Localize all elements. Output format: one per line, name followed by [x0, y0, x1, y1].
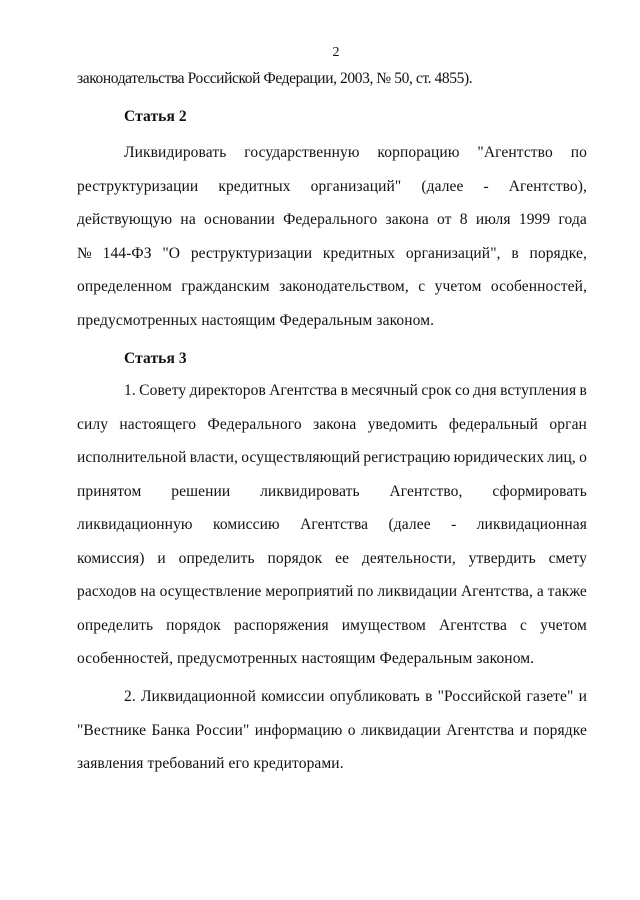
word: определить: [77, 616, 154, 634]
word: корпорацию: [377, 144, 460, 161]
article-3-heading: Статья 3: [124, 350, 187, 367]
word: а: [536, 583, 544, 600]
article-3-para-2: [77, 680, 587, 781]
article-3-p1-line: [77, 441, 587, 475]
word: основании: [204, 211, 275, 228]
word: о: [579, 449, 587, 466]
word: деятельности,: [361, 549, 456, 567]
word: законодательством,: [279, 278, 409, 295]
word: вступления: [500, 382, 577, 399]
word: Агентства: [269, 382, 338, 399]
word: опубликовать: [329, 688, 420, 705]
article-3-p2-line: [77, 714, 587, 748]
word: учетом: [434, 278, 482, 295]
word: имуществом: [341, 616, 426, 634]
word: лиц,: [547, 449, 576, 466]
word: Агентства: [446, 721, 515, 739]
word: решении: [171, 482, 231, 500]
word: закона: [385, 211, 429, 228]
word: 1999: [518, 211, 551, 228]
word: Федерального: [283, 211, 378, 228]
word: Банка: [151, 721, 191, 739]
word: закона: [313, 415, 357, 433]
word: с: [520, 616, 528, 634]
word: Агентства: [438, 616, 508, 634]
word: о: [347, 721, 356, 739]
word: 1.: [124, 382, 136, 399]
article-2-last-line: предусмотренных настоящим Федеральным законом.: [77, 311, 435, 329]
article-2-line: [77, 203, 587, 237]
article-3-p2-line: [77, 680, 587, 714]
word: федеральный: [448, 415, 539, 433]
word: ликвидировать: [260, 482, 360, 500]
word: силу: [77, 415, 109, 433]
word: регистрацию: [363, 449, 451, 466]
word: комиссии: [261, 688, 325, 705]
word: сформировать: [492, 482, 587, 500]
word: и: [578, 688, 587, 705]
word: в: [511, 244, 519, 262]
word: распоряжения: [233, 616, 329, 634]
word: в: [425, 688, 433, 705]
word: ликвидации: [361, 721, 441, 739]
word: орган: [549, 415, 587, 433]
word: "Вестнике: [77, 721, 147, 739]
word: -: [483, 177, 489, 195]
word: "Агентство: [477, 144, 553, 161]
word: комиссия): [77, 549, 145, 567]
word: на: [180, 211, 196, 228]
word: принятом: [77, 482, 142, 500]
word: срок: [421, 382, 452, 399]
word: России": [195, 721, 250, 739]
word: ее: [335, 549, 350, 567]
word: смету: [548, 549, 587, 567]
word: в: [340, 382, 349, 399]
word: "О: [162, 244, 181, 262]
article-3-p1-line: [77, 408, 587, 442]
word: власти,: [189, 449, 239, 466]
word: настоящего: [119, 415, 197, 433]
word: ликвидационную: [77, 516, 193, 533]
word: государственную: [244, 144, 360, 161]
word: (далее: [388, 516, 431, 533]
article-3: [77, 342, 587, 376]
word: и: [519, 721, 529, 739]
word: "Российской: [437, 688, 522, 705]
word: Федерального: [207, 415, 302, 433]
article-2-line: [77, 136, 587, 170]
word: в: [579, 382, 587, 399]
word: осуществление: [159, 583, 262, 600]
word: комиссию: [212, 516, 280, 533]
intro-block: [77, 62, 587, 96]
word: организаций": [310, 177, 402, 195]
word: мероприятий: [265, 583, 354, 600]
word: определить: [178, 549, 255, 567]
word: информацию: [254, 721, 343, 739]
word: директоров: [189, 382, 266, 399]
word: на: [140, 583, 156, 600]
word: со: [455, 382, 470, 399]
word: осуществляющий: [241, 449, 361, 466]
word: дня: [473, 382, 497, 399]
word: действующую: [77, 211, 173, 228]
word: также: [547, 583, 587, 600]
word: особенностей,: [490, 278, 587, 295]
word: Ликвидационной: [140, 688, 257, 705]
word: юридических: [453, 449, 545, 466]
article-3-p1-line: [77, 475, 587, 509]
word: порядок: [267, 549, 323, 567]
article-3-p1-last-line: особенностей, предусмотренных настоящим Федеральным законом.: [77, 650, 535, 667]
article-2-line: [77, 170, 587, 204]
word: уведомить: [367, 415, 438, 433]
word: организаций",: [405, 244, 501, 262]
article-3-para-1: [77, 374, 587, 676]
word: с: [418, 278, 426, 295]
article-3-p1-line: [77, 609, 587, 643]
word: от: [437, 211, 452, 228]
article-3-p1-line: [77, 374, 587, 408]
word: исполнительной: [77, 449, 187, 466]
article-2: [77, 100, 587, 134]
word: расходов: [77, 583, 137, 600]
word: определенном: [77, 278, 172, 295]
word: Агентство,: [389, 482, 463, 500]
word: кредитных: [218, 177, 291, 195]
word: реструктуризации: [77, 177, 199, 195]
word: месячный: [351, 382, 419, 399]
word: по: [570, 144, 587, 161]
intro-line: законодательства Российской Федерации, 2003, № 50, ст. 4855).: [77, 70, 473, 87]
word: реструктуризации: [190, 244, 313, 262]
word: учетом: [540, 616, 587, 634]
word: порядок: [166, 616, 221, 634]
article-2-line: [77, 270, 587, 304]
page-number: 2: [332, 45, 340, 60]
word: Совету: [139, 382, 187, 399]
article-3-p1-line: [77, 575, 587, 609]
word: Агентства,: [461, 583, 534, 600]
word: №: [77, 244, 92, 262]
word: порядке: [533, 721, 587, 739]
article-2-body: [77, 136, 587, 337]
article-3-p1-line: [77, 542, 587, 576]
word: гражданским: [181, 278, 270, 295]
word: Ликвидировать: [124, 144, 227, 161]
word: (далее: [421, 177, 464, 195]
word: кредитных: [322, 244, 396, 262]
word: 8: [459, 211, 468, 228]
article-2-heading: Статья 2: [124, 108, 187, 125]
article-2-line: [77, 237, 587, 271]
word: порядке,: [529, 244, 587, 262]
word: -: [451, 516, 457, 533]
word: 144-ФЗ: [102, 244, 152, 262]
word: 2.: [124, 688, 136, 705]
word: июля: [475, 211, 511, 228]
word: года: [558, 211, 587, 228]
word: газете": [526, 688, 574, 705]
article-3-p1-line: [77, 508, 587, 542]
word: по: [357, 583, 374, 600]
word: утвердить: [468, 549, 536, 567]
article-3-p2-last-line: заявления требований его кредиторами.: [77, 755, 344, 772]
word: ликвидации: [377, 583, 458, 600]
word: Агентства: [300, 516, 369, 533]
word: Агентство),: [508, 177, 587, 195]
word: ликвидационная: [476, 516, 587, 533]
word: и: [157, 549, 166, 567]
